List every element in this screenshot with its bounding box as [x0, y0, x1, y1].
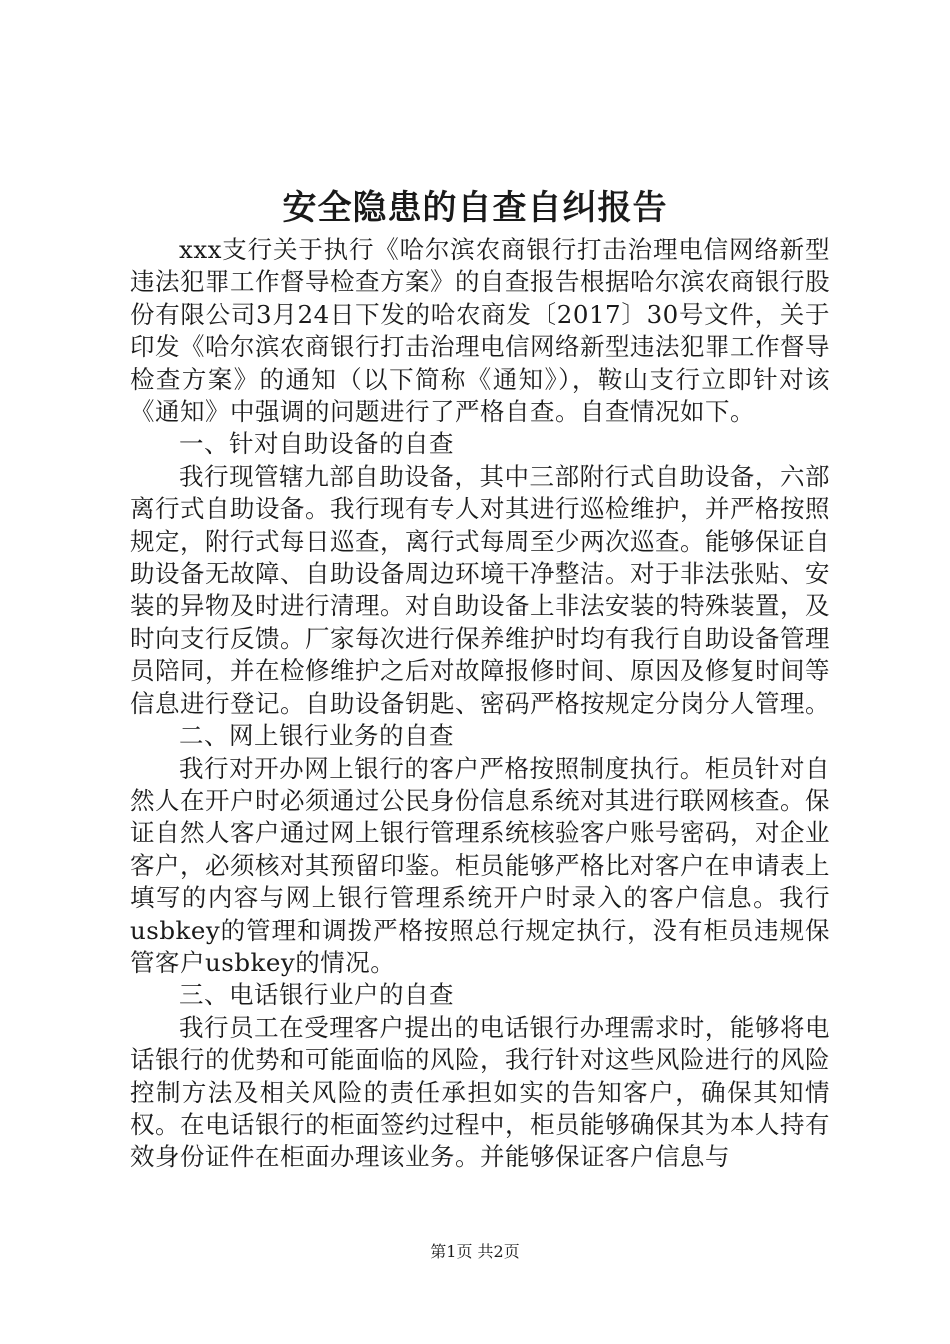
section-heading-2: 二、网上银行业务的自查 [179, 721, 454, 751]
section-paragraph-3: 我行员工在受理客户提出的电话银行办理需求时，能够将电话银行的优势和可能面临的风险，我行针对这些风险进行的风险控制方法及相关风险的责任承担如实的告知客户，确保其知情权。在电话银行的柜面签约过程中，柜员能够确保其为本人持有效身份证件在柜面办理该业务。并能够保证客户信息与 [130, 1012, 830, 1172]
section-paragraph-1: 我行现管辖九部自助设备，其中三部附行式自助设备，六部离行式自助设备。我行现有专人对其进行巡检维护，并严格按照规定，附行式每日巡查，离行式每周至少两次巡查。能够保证自助设备无故障、自助设备周边环境干净整洁。对于非法张贴、安装的异物及时进行清理。对自助设备上非法安装的特殊装置，及时向支行反馈。厂家每次进行保养维护时均有我行自助设备管理员陪同，并在检修维护之后对故障报修时间、原因及修复时间等信息进行登记。自助设备钥匙、密码严格按规定分岗分人管理。 [130, 461, 830, 718]
document-body [130, 234, 830, 1174]
intro-paragraph: xxx支行关于执行《哈尔滨农商银行打击治理电信网络新型违法犯罪工作督导检查方案》的自查报告根据哈尔滨农商银行股份有限公司3月24日下发的哈农商发〔2017〕30号文件，关于印发《哈尔滨农商银行打击治理电信网络新型违法犯罪工作督导检查方案》的通知（以下简称《通知》），鞍山支行立即针对该《通知》中强调的问题进行了严格自查。自查情况如下。 [130, 235, 830, 427]
page-number-footer: 第1页 共2页 [430, 1242, 520, 1261]
section-paragraph-2: 我行对开办网上银行的客户严格按照制度执行。柜员针对自然人在开户时必须通过公民身份信息系统对其进行联网核查。保证自然人客户通过网上银行管理系统核验客户账号密码，对企业客户，必须核对其预留印鉴。柜员能够严格比对客户在申请表上填写的内容与网上银行管理系统开户时录入的客户信息。我行usbkey的管理和调拨严格按照总行规定执行，没有柜员违规保管客户usbkey的情况。 [130, 753, 830, 977]
document-title: 安全隐患的自查自纠报告 [282, 188, 668, 228]
section-heading-3: 三、电话银行业户的自查 [179, 980, 454, 1010]
section-heading-1: 一、针对自助设备的自查 [179, 429, 454, 459]
